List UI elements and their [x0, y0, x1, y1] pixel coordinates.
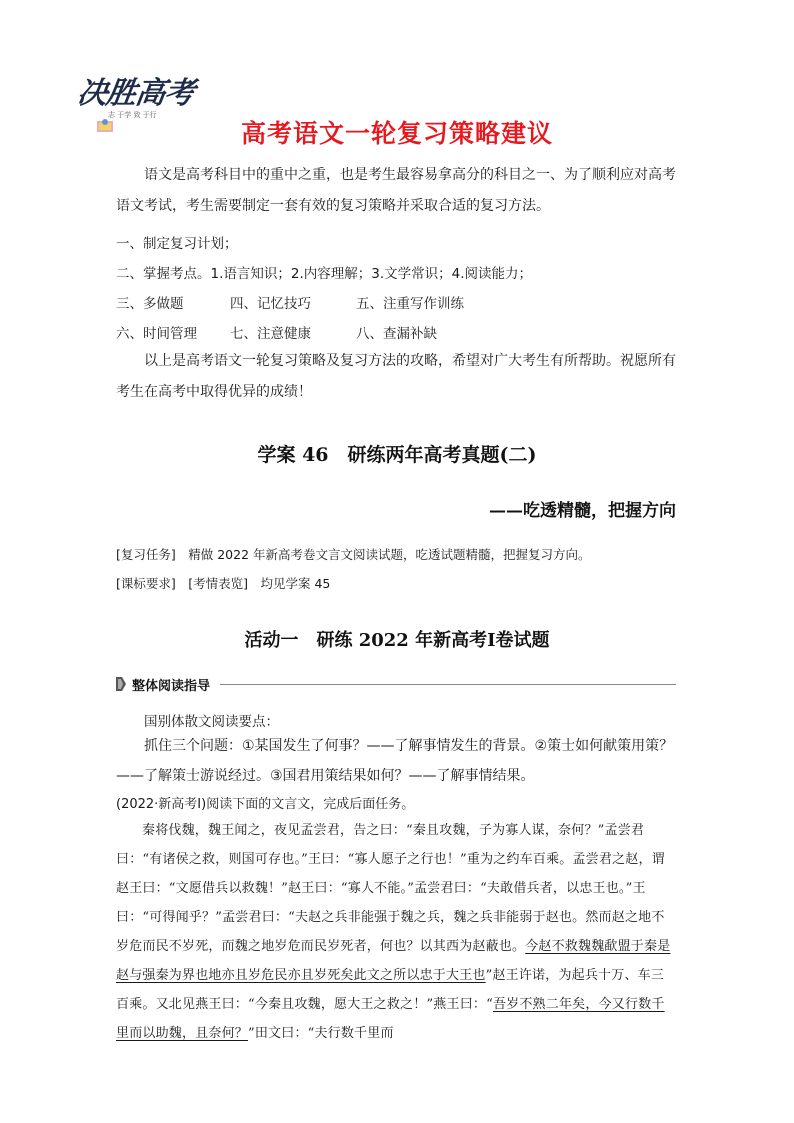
underlined-sentence-2: 吾岁不熟二年矣，今又行数千里而以助魏，且奈何？ — [116, 997, 665, 1041]
list-item-8: 八、查漏补缺 — [356, 326, 437, 342]
classical-text — [116, 816, 676, 1048]
list-item-5: 五、注重写作训练 — [356, 296, 464, 312]
guide-divider — [220, 684, 676, 685]
requirement-line: [课标要求] [考情表览] 均见学案 45 — [116, 576, 331, 591]
points-body: 抓住三个问题：①某国发生了何事？——了解事情发生的背景。②策士如何献策用策？——了解策士游说经过。③国君用策结果如何？——了解事情结果。 — [116, 738, 674, 784]
list-item-1: 一、制定复习计划； — [116, 236, 238, 252]
classical-paragraph — [116, 816, 676, 1048]
guide-header — [116, 675, 676, 693]
list-item-6: 六、时间管理 — [116, 326, 197, 342]
logo-text: 决胜高考 — [75, 76, 196, 111]
closing-paragraph: 以上是高考语文一轮复习策略及复习方法的攻略，希望对广大考生有所帮助。祝愿所有考生在高考中取得优异的成绩！ — [116, 353, 676, 400]
classical-text-part-1: 秦将伐魏，魏王闻之，夜见孟尝君，告之曰：“秦且攻魏，子为寡人谋，奈何？”孟尝君曰：“有诸侯之救，则国可存也。”王曰：“寡人愿子之行也！”重为之约车百乘。孟尝君之赵，谓赵王曰：“文愿借兵以救魏！”赵王曰：“寡人不能。”孟尝君曰：“夫敢借兵者，以忠王也。”王曰：“可得闻乎？”孟尝君曰：“夫赵之兵非能强于魏之兵，魏之兵非能弱于赵也。然而赵之地不岁危而民不岁死，而魏之地岁危而民岁死者，何也？以其西为赵蔽也。 — [116, 823, 665, 954]
list-item-3: 三、多做题 — [116, 296, 184, 312]
bookmark-icon — [116, 677, 126, 691]
source-line: (2022·新高考Ⅰ)阅读下面的文言文，完成后面任务。 — [116, 797, 415, 812]
list-item-4: 四、记忆技巧 — [230, 296, 311, 312]
logo-tagline: 志 于学 致 于行 — [108, 111, 157, 119]
task-line: [复习任务] 精做 2022 年新高考卷文言文阅读试题，吃透试题精髓，把握复习方向。 — [116, 547, 591, 562]
activity-title: 活动一 研练 2022 年新高考Ⅰ卷试题 — [244, 630, 550, 651]
list-item-7: 七、注意健康 — [230, 326, 311, 342]
underlined-sentence-1: 今赵不救魏魏歃盟于秦是赵与强秦为界也地亦且岁危民亦且岁死矣此文之所以忠于大王也 — [116, 939, 671, 983]
guide-label: 整体阅读指导 — [132, 679, 211, 694]
list-item-2: 二、掌握考点。1.语言知识；2.内容理解；3.文学常识；4.阅读能力； — [116, 266, 533, 282]
case-title: 学案 46 研练两年高考真题(二) — [257, 444, 537, 466]
case-subtitle: ——吃透精髓，把握方向 — [489, 501, 676, 521]
points-title: 国别体散文阅读要点： — [144, 714, 279, 730]
page-title: 高考语文一轮复习策略建议 — [240, 119, 553, 148]
list-row-3 — [116, 292, 464, 312]
intro-paragraph: 语文是高考科目中的重中之重，也是考生最容易拿高分的科目之一、为了顺利应对高考语文考试，考生需要制定一套有效的复习策略并采取合适的复习方法。 — [116, 167, 676, 214]
list-row-4 — [116, 322, 437, 342]
classical-text-part-3: ”田文曰：“夫行数千里而 — [248, 1026, 394, 1041]
classical-text-part-2: ”赵王许诺，为起兵十万、车三百乘。又北见燕王曰：“今秦且攻魏，愿大王之救之！”燕王曰：“ — [116, 968, 665, 1012]
